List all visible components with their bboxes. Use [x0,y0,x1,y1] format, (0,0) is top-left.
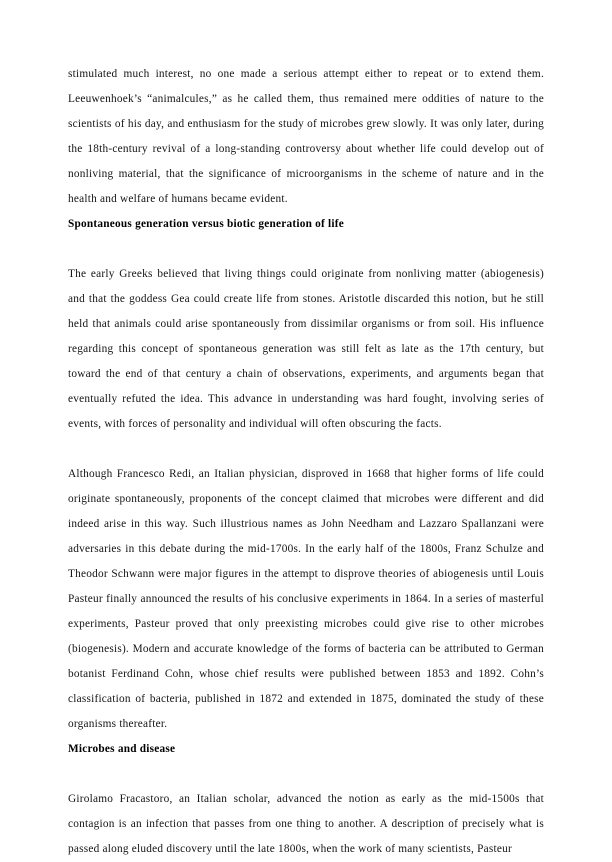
paragraph-redi-pasteur-cohn: Although Francesco Redi, an Italian physician, disproved in 1668 that higher forms of life could originate spontaneously, proponents of the concept claimed that microbes were different and did indeed arise in this way. Such illustrious names as John Needham and Lazzaro Spallanzani were adversaries in this debate during the mid-1700s. In the early half of the 1800s, Franz Schulze and Theodor Schwann were major figures in the attempt to disprove theories of abiogenesis until Louis Pasteur finally announced the results of his conclusive experiments in 1864. In a series of masterful experiments, Pasteur proved that only preexisting microbes could give rise to other microbes (biogenesis). Modern and accurate knowledge of the forms of bacteria can be attributed to German botanist Ferdinand Cohn, whose chief results were published between 1853 and 1892. Cohn’s classification of bacteria, published in 1872 and extended in 1875, dominated the study of these organisms thereafter. [68,468,544,730]
heading-spontaneous-generation: Spontaneous generation versus biotic generation of life [68,218,345,230]
paragraph-early-greeks-abiogenesis: The early Greeks believed that living things could originate from nonliving matter (abiogenesis) and that the goddess Gea could create life from stones. Aristotle discarded this notion, but he still held that animals could arise spontaneously from dissimilar organisms or from soil. His influence regarding this concept of spontaneous generation was still felt as late as the 17th century, but toward the end of that century a chain of observations, experiments, and arguments began that eventually refuted the idea. This advance in understanding was hard fought, involving series of events, with forces of personality and individual will often obscuring the facts. [68,268,544,430]
heading-microbes-and-disease: Microbes and disease [68,743,176,755]
paragraph-fracastoro-contagion: Girolamo Fracastoro, an Italian scholar, advanced the notion as early as the mid-1500s that contagion is an infection that passes from one thing to another. A description of precisely what is passed along eluded discovery until the late 1800s, when the work of many scientists, Pasteur [68,793,544,855]
text-column [68,62,544,862]
paragraph-leeuwenhoek-animalcules: stimulated much interest, no one made a serious attempt either to repeat or to extend them. Leeuwenhoek’s “animalcules,” as he called them, thus remained mere oddities of nature to the scientists of his day, and enthusiasm for the study of microbes grew slowly. It was only later, during the 18th-century revival of a long-standing controversy about whether life could develop out of nonliving material, that the significance of microorganisms in the scheme of nature and in the health and welfare of humans became evident. [68,68,544,205]
